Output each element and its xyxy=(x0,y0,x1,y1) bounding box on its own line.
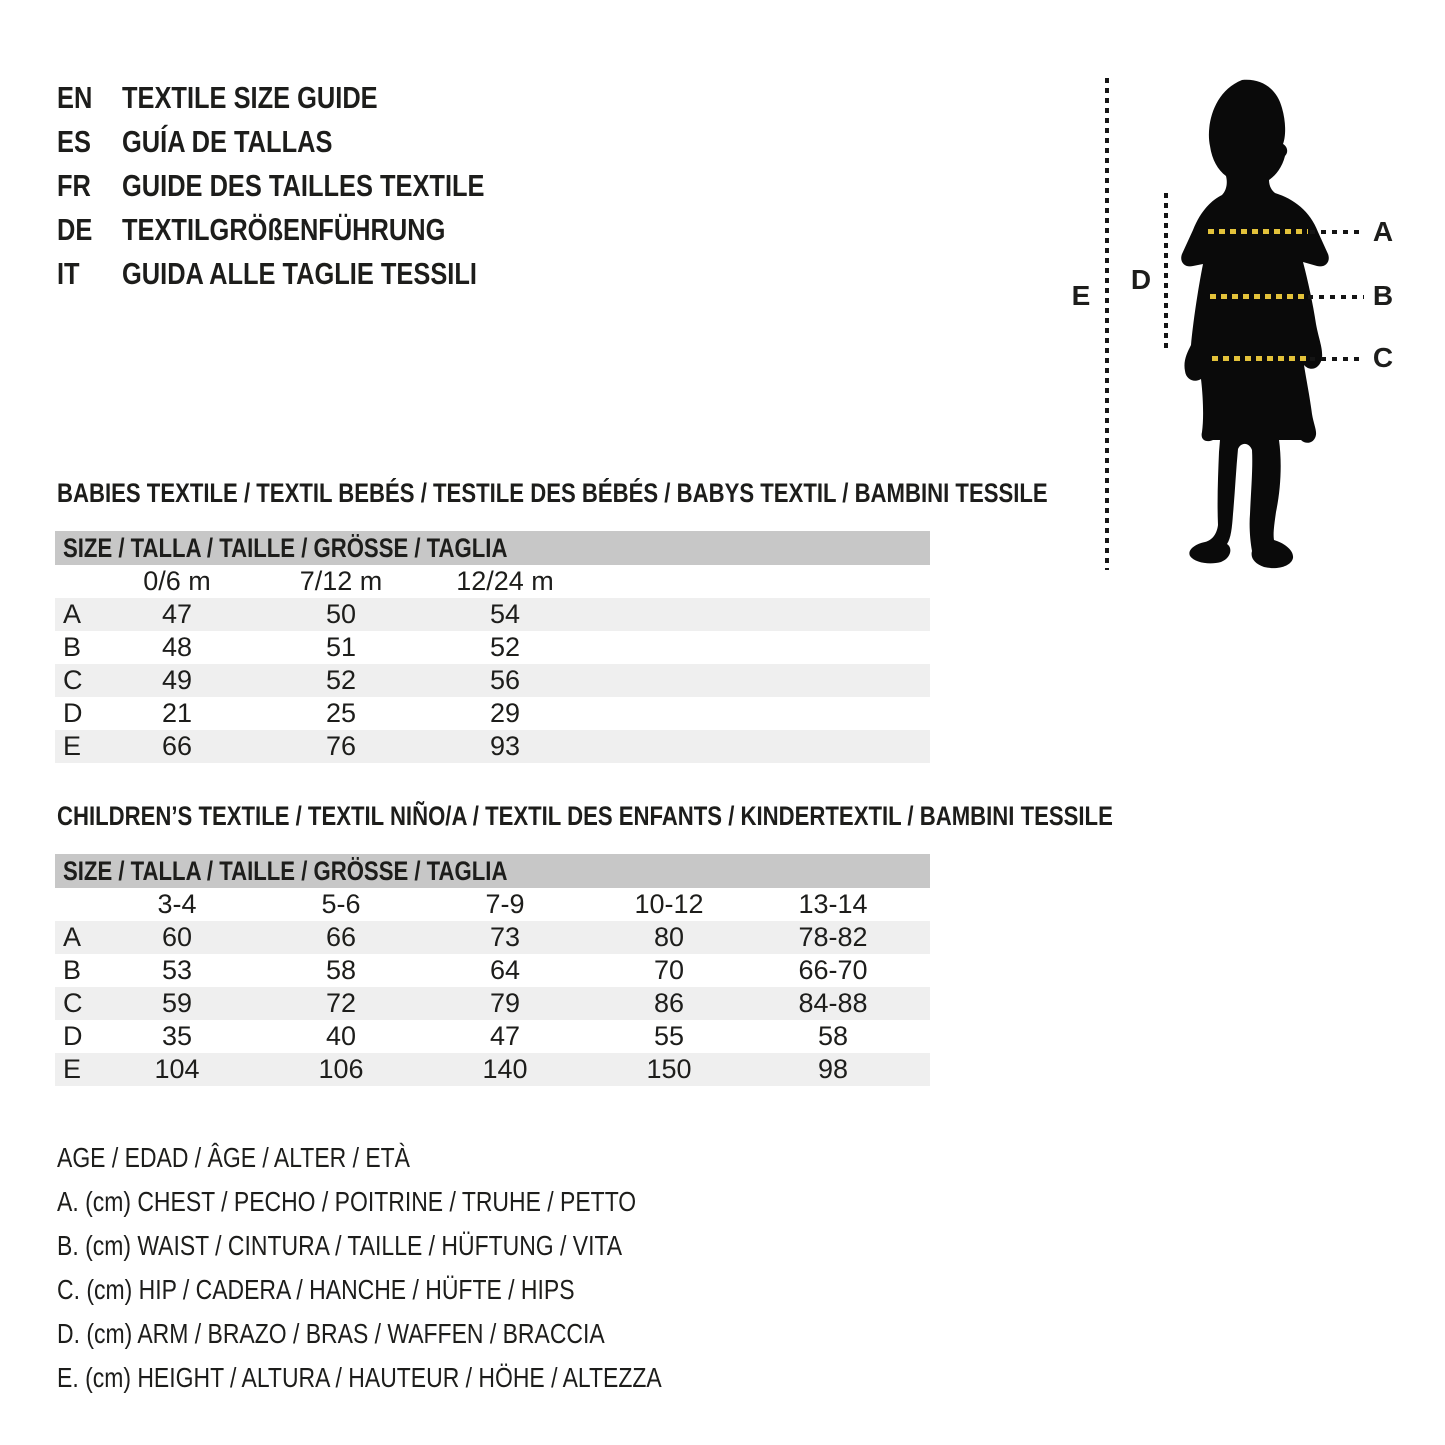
table-row xyxy=(55,598,930,631)
table-cell: 76 xyxy=(325,731,357,761)
table-cell: 35 xyxy=(161,1021,193,1051)
language-code: EN xyxy=(57,80,93,115)
babies-size-header-text: SIZE / TALLA / TAILLE / GRÖSSE / TAGLIA xyxy=(63,533,508,563)
hip-line-c xyxy=(1212,356,1308,361)
row-label-spacer xyxy=(55,888,95,921)
table-cell: 54 xyxy=(489,599,521,629)
row-label: C xyxy=(63,988,83,1018)
table-cell: 66 xyxy=(325,922,357,952)
table-cell: 98 xyxy=(817,1054,849,1084)
table-cell: 59 xyxy=(161,988,193,1018)
table-cell: 56 xyxy=(489,665,521,695)
language-row xyxy=(57,120,564,164)
column-header: 3-4 xyxy=(157,889,197,919)
table-row xyxy=(55,954,930,987)
row-label: E xyxy=(63,731,82,761)
legend-text: E. (cm) HEIGHT / ALTURA / HAUTEUR / HÖHE / ALTEZZA xyxy=(57,1362,662,1393)
language-title: TEXTILE SIZE GUIDE xyxy=(122,80,378,115)
table-cell: 106 xyxy=(318,1054,364,1084)
language-row xyxy=(57,164,564,208)
table-cell: 79 xyxy=(489,988,521,1018)
chest-line-a-extension xyxy=(1310,230,1364,234)
table-cell: 72 xyxy=(325,988,357,1018)
table-cell: 150 xyxy=(646,1054,692,1084)
language-header xyxy=(57,76,564,296)
table-cell: 73 xyxy=(489,922,521,952)
measure-label-a: A xyxy=(1372,216,1394,247)
column-header: 12/24 m xyxy=(456,566,554,596)
table-cell: 58 xyxy=(817,1021,849,1051)
column-header: 7/12 m xyxy=(299,566,383,596)
table-cell: 78-82 xyxy=(798,922,868,952)
table-cell: 86 xyxy=(653,988,685,1018)
row-label: C xyxy=(63,665,83,695)
row-label: B xyxy=(63,955,82,985)
babies-section-title xyxy=(57,478,1265,508)
hip-line-c-extension xyxy=(1310,357,1364,361)
legend-line-waist xyxy=(57,1224,794,1268)
table-row xyxy=(55,921,930,954)
table-cell: 104 xyxy=(154,1054,200,1084)
table-cell: 55 xyxy=(653,1021,685,1051)
row-label: A xyxy=(63,922,82,952)
children-size-header-text: SIZE / TALLA / TAILLE / GRÖSSE / TAGLIA xyxy=(63,856,508,886)
row-label: B xyxy=(63,632,82,662)
legend-line-arm xyxy=(57,1312,794,1356)
legend-line-age xyxy=(57,1136,794,1180)
table-cell: 60 xyxy=(161,922,193,952)
children-table-body xyxy=(55,888,930,1086)
table-cell: 51 xyxy=(325,632,357,662)
waist-line-b xyxy=(1210,294,1306,299)
table-cell: 25 xyxy=(325,698,357,728)
babies-table-body xyxy=(55,565,930,763)
language-row xyxy=(57,252,564,296)
waist-line-b-extension xyxy=(1308,295,1364,299)
table-cell: 53 xyxy=(161,955,193,985)
legend-line-height xyxy=(57,1356,794,1400)
table-cell: 66 xyxy=(161,731,193,761)
language-title: GUIDE DES TAILLES TEXTILE xyxy=(122,168,485,203)
babies-size-header-bar xyxy=(55,531,930,565)
column-header: 10-12 xyxy=(634,889,704,919)
table-cell: 47 xyxy=(161,599,193,629)
language-row xyxy=(57,208,564,252)
language-row xyxy=(57,76,564,120)
column-header: 0/6 m xyxy=(143,566,211,596)
legend-text: B. (cm) WAIST / CINTURA / TAILLE / HÜFTUNG / VITA xyxy=(57,1230,623,1261)
language-title: TEXTILGRÖßENFÜHRUNG xyxy=(122,212,446,247)
table-row xyxy=(55,697,930,730)
language-code: DE xyxy=(57,212,93,247)
table-row xyxy=(55,664,930,697)
table-row xyxy=(55,1020,930,1053)
legend-text: A. (cm) CHEST / PECHO / POITRINE / TRUHE / PETTO xyxy=(57,1186,637,1217)
language-title: GUÍA DE TALLAS xyxy=(122,124,333,159)
column-header: 13-14 xyxy=(798,889,868,919)
table-cell: 52 xyxy=(325,665,357,695)
legend-line-hip xyxy=(57,1268,794,1312)
children-table-section xyxy=(55,801,1113,1091)
children-section-title xyxy=(57,801,1345,831)
table-cell: 80 xyxy=(653,922,685,952)
legend-text: C. (cm) HIP / CADERA / HANCHE / HÜFTE / HIPS xyxy=(57,1274,575,1305)
babies-table-section xyxy=(55,478,1048,768)
row-label: E xyxy=(63,1054,82,1084)
measure-label-b: B xyxy=(1372,280,1394,311)
table-cell: 58 xyxy=(325,955,357,985)
table-row xyxy=(55,1053,930,1086)
table-cell: 52 xyxy=(489,632,521,662)
table-cell: 64 xyxy=(489,955,521,985)
legend-text: D. (cm) ARM / BRAZO / BRAS / WAFFEN / BRACCIA xyxy=(57,1318,605,1349)
row-label: D xyxy=(63,1021,83,1051)
table-cell: 84-88 xyxy=(798,988,868,1018)
column-header: 5-6 xyxy=(321,889,361,919)
measure-label-e: E xyxy=(1071,280,1091,311)
legend-line-chest xyxy=(57,1180,794,1224)
children-section-title-text: CHILDREN’S TEXTILE / TEXTIL NIÑO/A / TEXTIL DES ENFANTS / KINDERTEXTIL / BAMBINI TESSILE xyxy=(57,801,1113,831)
column-header-row xyxy=(55,888,930,921)
measure-label-c: C xyxy=(1372,342,1394,373)
table-cell: 50 xyxy=(325,599,357,629)
row-label: D xyxy=(63,698,83,728)
table-cell: 29 xyxy=(489,698,521,728)
table-cell: 48 xyxy=(161,632,193,662)
column-header: 7-9 xyxy=(485,889,525,919)
table-row xyxy=(55,730,930,763)
language-code: IT xyxy=(57,256,80,291)
language-code: ES xyxy=(57,124,91,159)
babies-section-title-text: BABIES TEXTILE / TEXTIL BEBÉS / TESTILE DES BÉBÉS / BABYS TEXTIL / BAMBINI TESSILE xyxy=(57,478,1048,508)
table-row xyxy=(55,631,930,664)
measurement-legend xyxy=(57,1136,794,1400)
legend-text: AGE / EDAD / ÂGE / ALTER / ETÀ xyxy=(57,1142,411,1173)
children-size-header-bar xyxy=(55,854,930,888)
table-cell: 40 xyxy=(325,1021,357,1051)
table-cell: 21 xyxy=(161,698,193,728)
row-label: A xyxy=(63,599,82,629)
table-cell: 93 xyxy=(489,731,521,761)
table-cell: 140 xyxy=(482,1054,528,1084)
table-cell: 47 xyxy=(489,1021,521,1051)
measure-label-d: D xyxy=(1130,264,1152,295)
table-row xyxy=(55,987,930,1020)
arm-dotted-line-d xyxy=(1164,193,1168,352)
row-label-spacer xyxy=(55,565,95,598)
table-cell: 49 xyxy=(161,665,193,695)
column-header-row xyxy=(55,565,930,598)
language-title: GUIDA ALLE TAGLIE TESSILI xyxy=(122,256,477,291)
table-cell: 66-70 xyxy=(798,955,868,985)
chest-line-a xyxy=(1208,229,1308,234)
language-code: FR xyxy=(57,168,91,203)
table-cell: 70 xyxy=(653,955,685,985)
